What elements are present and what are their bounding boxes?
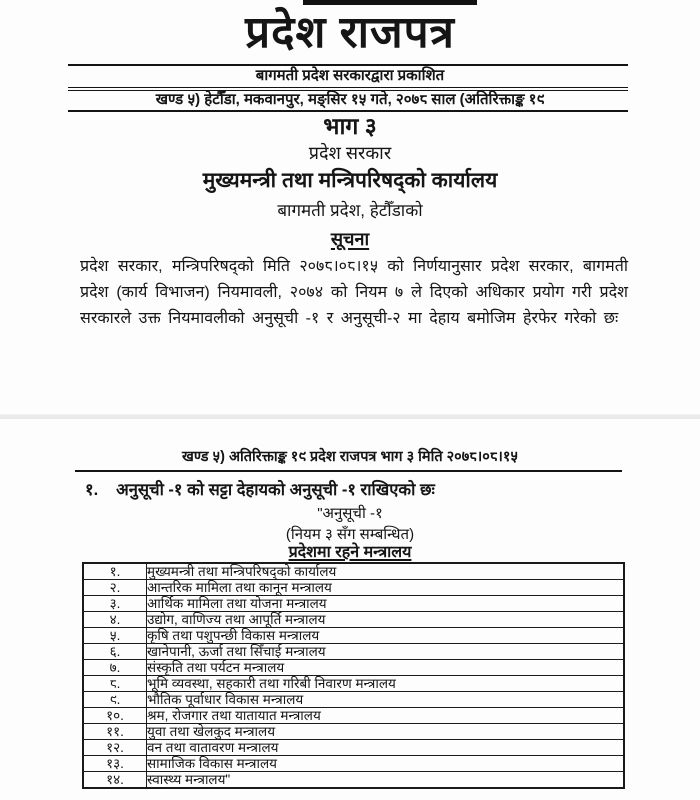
running-header: खण्ड ५) अतिरिक्ताङ्क १९ प्रदेश राजपत्र भाग ३ मिति २०७८।०८।१५ [182, 449, 518, 465]
ministry-name: उद्योग, वाणिज्य तथा आपूर्ति मन्त्रालय [147, 612, 625, 628]
ministry-name: मुख्यमन्त्री तथा मन्त्रिपरिषद्को कार्यालय [147, 563, 625, 580]
ministry-name: सामाजिक विकास मन्त्रालय [147, 756, 625, 772]
table-row [83, 596, 624, 612]
table-row [83, 644, 624, 660]
row-number: २. [83, 580, 147, 596]
office-title: मुख्यमन्त्री तथा मन्त्रिपरिषद्को कार्यालय [202, 169, 498, 192]
ministry-name: कृषि तथा पशुपन्छी विकास मन्त्रालय [147, 628, 625, 644]
government-line: प्रदेश सरकार [308, 143, 392, 163]
table-row [83, 708, 624, 724]
row-number: ११. [83, 724, 147, 740]
row-number: १२. [83, 740, 147, 756]
ministry-name: आन्तरिक मामिला तथा कानून मन्त्रालय [147, 580, 625, 596]
office-address: बागमती प्रदेश, हेटौँडाको [277, 201, 423, 220]
row-number: ५. [83, 628, 147, 644]
table-row [83, 612, 624, 628]
table-row [83, 692, 624, 708]
ministry-name: श्रम, रोजगार तथा यातायात मन्त्रालय [147, 708, 625, 724]
row-number: ९. [83, 692, 147, 708]
issue-info-line: खण्ड ५) हेटौँडा, मकवानपुर, मङ्सिर १५ गते, २०७८ साल (अतिरिक्ताङ्क १९ [155, 91, 545, 108]
ministry-name: संस्कृति तथा पर्यटन मन्त्रालय [147, 660, 625, 676]
row-number: ६. [83, 644, 147, 660]
table-row [83, 580, 624, 596]
part-heading: भाग ३ [323, 113, 377, 139]
table-row [83, 676, 624, 692]
item-text: अनुसूची -१ को सट्टा देहायको अनुसूची -१ राखिएको छः [116, 481, 435, 499]
table-row [83, 563, 624, 580]
published-by-line: बागमती प्रदेश सरकारद्वारा प्रकाशित [255, 67, 445, 84]
item-number: १. [85, 481, 99, 499]
ministry-name: युवा तथा खेलकुद मन्त्रालय [147, 724, 625, 740]
row-number: ४. [83, 612, 147, 628]
amendment-item [85, 479, 625, 501]
row-number: १३. [83, 756, 147, 772]
row-number: १४. [83, 772, 147, 789]
row-number: १०. [83, 708, 147, 724]
ministry-name: स्वास्थ्य मन्त्रालय" [147, 772, 625, 789]
table-row [83, 660, 624, 676]
ministry-name: भूमि व्यवस्था, सहकारी तथा गरिबी निवारण मन्त्रालय [147, 676, 625, 692]
schedule-subtitle: (नियम ३ सँग सम्बन्धित) [285, 526, 415, 543]
page-break-divider [0, 414, 700, 419]
table-row [83, 628, 624, 644]
table-row [83, 772, 624, 789]
ministry-name: आर्थिक मामिला तथा योजना मन्त्रालय [147, 596, 625, 612]
row-number: ३. [83, 596, 147, 612]
row-number: १. [83, 563, 147, 580]
table-row [83, 756, 624, 772]
ministry-name: खानेपानी, ऊर्जा तथा सिँचाई मन्त्रालय [147, 644, 625, 660]
masthead-title: प्रदेश राजपत्र [245, 8, 455, 57]
running-header-rule [75, 470, 622, 472]
table-row [83, 724, 624, 740]
notice-body-paragraph: प्रदेश सरकार, मन्त्रिपरिषद्को मिति २०७८।०८।१५ को निर्णयानुसार प्रदेश सरकार, बागमती प्रदेश (कार्य विभाजन) नियमावली, २०७४ को नियम ७ ले दिएको अधिकार प्रयोग गरी प्रदेश सरकारले उक्त नियमावलीको अनुसूची -१ र अनुसूची-२ मा देहाय बमोजिम हेरफेर गरेको छः [80, 258, 628, 327]
ministry-name: वन तथा वातावरण मन्त्रालय [147, 740, 625, 756]
row-number: ७. [83, 660, 147, 676]
notice-heading: सूचना [330, 229, 370, 249]
schedule-title: "अनुसूची -१ [317, 505, 383, 522]
ministries-table-title: प्रदेशमा रहने मन्त्रालय [288, 544, 412, 561]
table-row [83, 740, 624, 756]
issue-rule [68, 110, 628, 112]
row-number: ८. [83, 676, 147, 692]
ministry-name: भौतिक पूर्वाधार विकास मन्त्रालय [147, 692, 625, 708]
ministries-table [82, 562, 625, 789]
